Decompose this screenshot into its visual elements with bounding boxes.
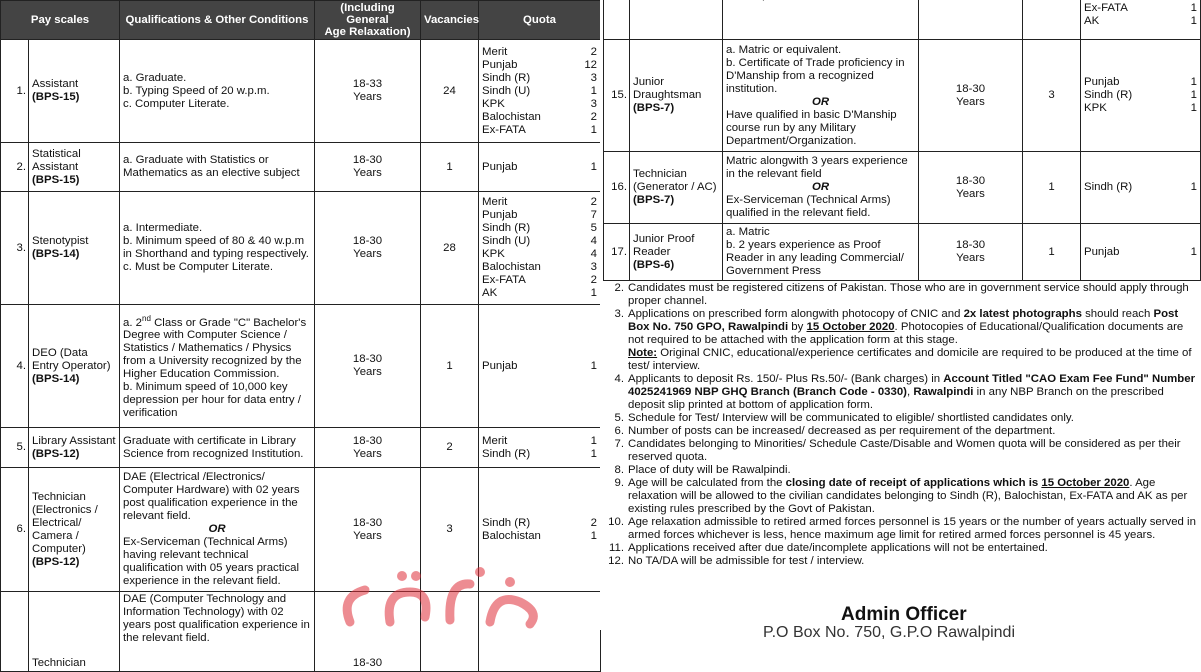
serial-number: 4. — [1, 305, 29, 428]
note-item: 8. Place of duty will be Rawalpindi. — [614, 464, 791, 476]
qualifications: DAE (Electrical /Electronics/ Computer Hardware) with 02 years post qualification experience in the relevant field. OR Ex-Serviceman (Technical Arms) having relevant technical qualification with 05 years practical experience in the relevant field. — [120, 468, 315, 592]
serial-number: 15. — [604, 40, 630, 152]
table-row — [1, 192, 601, 305]
qualifications — [723, 0, 919, 40]
note-item: 10. Age relaxation admissible to retired armed forces personnel is 15 years or the number of years actually served in armed forces whichever is less, hence maximum age limit for retired armed forces personnel is 45 years. — [608, 516, 1196, 541]
post-title: Assistant (BPS-15) — [29, 40, 120, 143]
note-item: 3. Applications on prescribed form alongwith photocopy of CNIC and 2x latest photographs should reach Post Box No. 750 GPO, Rawalpindi by 15 October 2020. Photocopies of Educational/Qualification documents are not required to be attached with the application form at this stage. Note: Original CNIC, educational/experience certificates and domicile are required to be produced at the time of test/ interview. — [614, 308, 1192, 372]
vacancies: 2 — [421, 428, 479, 468]
panel-divider — [600, 0, 603, 630]
qualifications: a. Graduate with Statistics or Mathematics as an elective subject — [120, 143, 315, 192]
qualifications: a. Matric or equivalent. b. Certificate of Trade proficiency in D'Manship from a recognized institution. OR Have qualified in basic D'Manship course run by any Military Department/Organization. — [723, 40, 919, 152]
header-quota: Quota — [479, 1, 601, 40]
vacancies: 3 — [421, 468, 479, 592]
table-row — [604, 0, 1201, 40]
table-row — [604, 224, 1201, 281]
age-limit: 18-30 Years — [315, 468, 421, 592]
header-pay-scales: Pay scales — [1, 1, 120, 40]
table-header-row — [1, 1, 601, 40]
vacancies: 24 — [421, 40, 479, 143]
po-box-address: P.O Box No. 750, G.P.O Rawalpindi — [763, 624, 1015, 641]
qualifications: a. 2nd Class or Grade "C" Bachelor's Degree with Computer Science / Statistics / Mathematics / Physics from a University recognized by the Higher Education Commission. b. Minimum speed of 10,000 key depression per hour for data entry / verification — [120, 305, 315, 428]
post-title: Library Assistant (BPS-12) — [29, 428, 120, 468]
qualifications: a. Intermediate. b. Minimum speed of 80 & 40 w.p.m in Shorthand and typing respectively. c. Must be Computer Literate. — [120, 192, 315, 305]
vacancies: 1 — [1023, 152, 1081, 224]
vacancies: 1 — [421, 305, 479, 428]
qualifications: a. Matric b. 2 years experience as Proof Reader in any leading Commercial/ Government Press — [723, 224, 919, 281]
age-limit: 18-30 Years — [315, 143, 421, 192]
quota-list: Ex-FATA 1 AK 1 — [1081, 0, 1201, 40]
note-item: 11. Applications received after due date/incomplete applications will not be entertained. — [609, 542, 1048, 554]
age-limit: 18-30 Years — [919, 152, 1023, 224]
note-item: 9. Age will be calculated from the closing date of receipt of applications which is 15 October 2020. Age relaxation will be allowed to the civilian candidates belonging to Sindh (R), Balochistan, Ex-FATA and AK as per existing rules prescribed by the Govt of Pakistan. — [614, 477, 1188, 515]
note-item: 7. Candidates belonging to Minorities/ Schedule Caste/Disable and Women quota will be considered as per their reserved quota. — [614, 438, 1181, 463]
quota-list: Punjab 1 — [1081, 224, 1201, 281]
quota-list: Merit 1 Sindh (R) 1 — [479, 428, 601, 468]
right-panel — [603, 0, 1200, 641]
header-qualifications: Qualifications & Other Conditions — [120, 1, 315, 40]
serial-number: 16. — [604, 152, 630, 224]
qualifications: Graduate with certificate in Library Science from recognized Institution. — [120, 428, 315, 468]
age-limit: 18-30 Years — [315, 192, 421, 305]
quota-list — [479, 592, 601, 672]
header-age: (Including General Age Relaxation) — [315, 1, 421, 40]
quota-list: Sindh (R) 1 — [1081, 152, 1201, 224]
posts-table-right — [603, 0, 1201, 281]
note-item: 6. Number of posts can be increased/ decreased as per requirement of the department. — [614, 425, 1056, 437]
vacancies: 1 — [1023, 224, 1081, 281]
table-row — [1, 305, 601, 428]
table-row — [1, 468, 601, 592]
vacancies: 1 — [421, 143, 479, 192]
table-row — [604, 152, 1201, 224]
post-title: Junior Proof Reader (BPS-6) — [630, 224, 723, 281]
quota-list: Punjab 1 — [479, 305, 601, 428]
quota-list: Sindh (R) 2 Balochistan 1 — [479, 468, 601, 592]
note-item: 4. Applicants to deposit Rs. 150/- Plus Rs.50/- (Bank charges) in Account Titled "CAO Exam Fee Fund" Number 4025241969 NBP GHQ Branch (Branch Code - 0330), Rawalpindi in any NBP Branch on the prescribed deposit slip printed at bottom of application form. — [614, 373, 1196, 411]
left-panel — [0, 0, 600, 669]
serial-number — [1, 592, 29, 672]
post-title: Technician (Electronics / Electrical/ Camera / Computer) (BPS-12) — [29, 468, 120, 592]
header-vacancies: Vacancies — [421, 1, 479, 40]
age-limit: 18-30 — [315, 592, 421, 672]
age-limit: 18-30 Years — [315, 305, 421, 428]
quota-list: Merit 2 Punjab 7 Sindh (R) 5 Sindh (U) 4 KPK 4 Balochistan 3 Ex-FATA 2 AK 1 — [479, 192, 601, 305]
admin-officer-title: Admin Officer — [841, 604, 967, 625]
table-row — [604, 40, 1201, 152]
serial-number: 2. — [1, 143, 29, 192]
vacancies: 3 — [1023, 40, 1081, 152]
table-row — [1, 428, 601, 468]
serial-number: 5. — [1, 428, 29, 468]
note-item: 12. No TA/DA will be admissible for test / interview. — [608, 555, 865, 567]
table-row — [1, 592, 601, 672]
post-title: Junior Draughtsman (BPS-7) — [630, 40, 723, 152]
table-row — [1, 40, 601, 143]
serial-number: 3. — [1, 192, 29, 305]
age-limit: 18-30 Years — [919, 40, 1023, 152]
post-title: Statistical Assistant (BPS-15) — [29, 143, 120, 192]
serial-number: 6. — [1, 468, 29, 592]
quota-list: Merit 2 Punjab 12 Sindh (R) 3 Sindh (U) 1 KPK 3 Balochistan 2 Ex-FATA 1 — [479, 40, 601, 143]
serial-number: 1. — [1, 40, 29, 143]
quota-list: Punjab 1 — [479, 143, 601, 192]
qualifications: DAE (Computer Technology and Information Technology) with 02 years post qualification experience in the relevant field. — [120, 592, 315, 672]
post-title: Technician — [29, 592, 120, 672]
instructions-list — [603, 282, 1200, 568]
qualifications: Matric alongwith 3 years experience in the relevant field OR Ex-Serviceman (Technical Arms) qualified in the relevant field. — [723, 152, 919, 224]
vacancies — [421, 592, 479, 672]
post-title: Technician (Generator / AC) (BPS-7) — [630, 152, 723, 224]
qualifications: a. Graduate. b. Typing Speed of 20 w.p.m. c. Computer Literate. — [120, 40, 315, 143]
post-title: Stenotypist (BPS-14) — [29, 192, 120, 305]
table-row — [1, 143, 601, 192]
post-title: DEO (Data Entry Operator) (BPS-14) — [29, 305, 120, 428]
serial-number: 17. — [604, 224, 630, 281]
note-item: 5. Schedule for Test/ Interview will be communicated to eligible/ shortlisted candidates only. — [614, 412, 1074, 424]
vacancies: 28 — [421, 192, 479, 305]
signature-block — [603, 600, 1200, 641]
quota-list: Punjab 1 Sindh (R) 1 KPK 1 — [1081, 40, 1201, 152]
age-limit: 18-30 Years — [919, 224, 1023, 281]
age-limit: 18-30 Years — [315, 428, 421, 468]
note-item: 2. Candidates must be registered citizens of Pakistan. Those who are in government service should apply through proper channel. — [614, 282, 1189, 307]
age-limit: 18-33 Years — [315, 40, 421, 143]
